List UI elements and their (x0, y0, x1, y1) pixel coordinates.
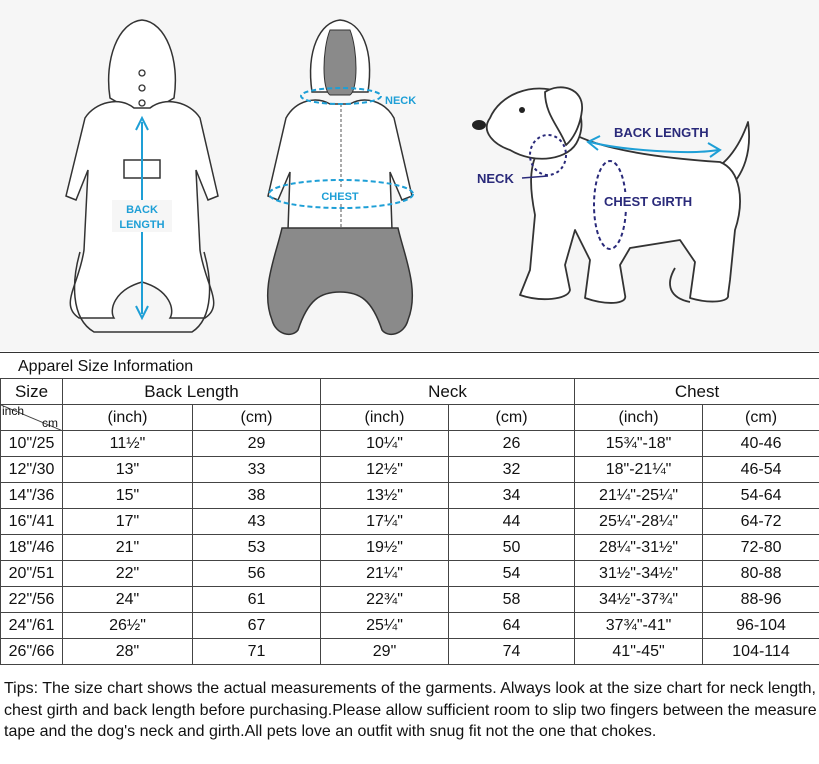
unit-cell: (inch) (63, 405, 193, 431)
table-title: Apparel Size Information (0, 352, 819, 378)
table-row (1, 509, 819, 535)
table-cell: 58 (449, 587, 575, 613)
table-cell: 17¼" (321, 509, 449, 535)
table-cell: 11½" (63, 431, 193, 457)
table-cell: 80-88 (703, 561, 819, 587)
table-cell: 40-46 (703, 431, 819, 457)
table-row (1, 639, 819, 665)
table-cell: 25¼" (321, 613, 449, 639)
table-cell: 38 (193, 483, 321, 509)
table-cell: 19½" (321, 535, 449, 561)
tips-text: Tips: The size chart shows the actual measurements of the garments. Always look at the size chart for neck length, chest girth and back length before purchasing.Please allow sufficient room to slip two fingers between the measure tape and the dog's neck and girth.All pets love an outfit with snug fit not the one that chokes. (4, 680, 817, 740)
table-cell: 12"/30 (1, 457, 63, 483)
table-cell: 41"-45" (575, 639, 703, 665)
table-cell: 44 (449, 509, 575, 535)
table-cell: 34 (449, 483, 575, 509)
illustration-area (0, 0, 819, 351)
table-cell: 16"/41 (1, 509, 63, 535)
table-row (1, 431, 819, 457)
table-cell: 54 (449, 561, 575, 587)
table-cell: 13" (63, 457, 193, 483)
table-cell: 26½" (63, 613, 193, 639)
corner-cell (1, 405, 63, 431)
table-row (1, 561, 819, 587)
unit-row (1, 405, 819, 431)
table-cell: 24" (63, 587, 193, 613)
table-cell: 64 (449, 613, 575, 639)
table-cell: 28¼"-31½" (575, 535, 703, 561)
table-row (1, 483, 819, 509)
table-cell: 22" (63, 561, 193, 587)
table-cell: 72-80 (703, 535, 819, 561)
back-length-label-line1: BACK (126, 204, 158, 216)
header-chest: Chest (575, 379, 819, 405)
table-cell: 37¾"-41" (575, 613, 703, 639)
table-cell: 24"/61 (1, 613, 63, 639)
table-cell: 15¾"-18" (575, 431, 703, 457)
table-cell: 13½" (321, 483, 449, 509)
corner-inch: inch (2, 404, 25, 418)
measurement-diagram (0, 0, 819, 351)
table-cell: 31½"-34½" (575, 561, 703, 587)
table-cell: 21¼" (321, 561, 449, 587)
table-cell: 71 (193, 639, 321, 665)
table-cell: 88-96 (703, 587, 819, 613)
table-cell: 43 (193, 509, 321, 535)
table-cell: 33 (193, 457, 321, 483)
table-cell: 64-72 (703, 509, 819, 535)
table-cell: 32 (449, 457, 575, 483)
table-cell: 28" (63, 639, 193, 665)
table-cell: 10"/25 (1, 431, 63, 457)
table-cell: 56 (193, 561, 321, 587)
table-cell: 29" (321, 639, 449, 665)
table-cell: 14"/36 (1, 483, 63, 509)
unit-cell: (cm) (703, 405, 819, 431)
table-cell: 46-54 (703, 457, 819, 483)
table-cell: 96-104 (703, 613, 819, 639)
table-cell: 18"/46 (1, 535, 63, 561)
header-size: Size (1, 379, 63, 405)
size-table (0, 378, 819, 665)
header-neck: Neck (321, 379, 575, 405)
corner-cm: cm (42, 416, 58, 430)
table-row (1, 457, 819, 483)
unit-cell: (cm) (193, 405, 321, 431)
table-cell: 104-114 (703, 639, 819, 665)
table-row (1, 535, 819, 561)
table-row (1, 613, 819, 639)
table-cell: 26 (449, 431, 575, 457)
coat-neck-label: NECK (385, 95, 417, 107)
table-cell: 50 (449, 535, 575, 561)
table-cell: 22"/56 (1, 587, 63, 613)
table-cell: 21¼"-25¼" (575, 483, 703, 509)
table-cell: 74 (449, 639, 575, 665)
table-cell: 54-64 (703, 483, 819, 509)
coat-chest-label: CHEST (321, 191, 359, 203)
unit-cell: (inch) (321, 405, 449, 431)
table-cell: 67 (193, 613, 321, 639)
table-cell: 61 (193, 587, 321, 613)
table-row (1, 587, 819, 613)
dog-back-length-label: BACK LENGTH (614, 125, 709, 140)
header-row (1, 379, 819, 405)
table-cell: 25¼"-28¼" (575, 509, 703, 535)
table-cell: 29 (193, 431, 321, 457)
unit-cell: (cm) (449, 405, 575, 431)
header-back-length: Back Length (63, 379, 321, 405)
table-cell: 53 (193, 535, 321, 561)
table-cell: 15" (63, 483, 193, 509)
dog-chest-girth-label: CHEST GIRTH (604, 194, 693, 209)
table-cell: 26"/66 (1, 639, 63, 665)
back-length-label-line2: LENGTH (119, 219, 165, 231)
dog-neck-label: NECK (477, 171, 514, 186)
unit-cell: (inch) (575, 405, 703, 431)
size-chart (0, 352, 819, 665)
table-cell: 34½"-37¾" (575, 587, 703, 613)
table-cell: 20"/51 (1, 561, 63, 587)
table-cell: 17" (63, 509, 193, 535)
table-cell: 18"-21¼" (575, 457, 703, 483)
table-cell: 12½" (321, 457, 449, 483)
table-cell: 21" (63, 535, 193, 561)
table-cell: 22¾" (321, 587, 449, 613)
table-cell: 10¼" (321, 431, 449, 457)
button-dots (139, 70, 145, 106)
